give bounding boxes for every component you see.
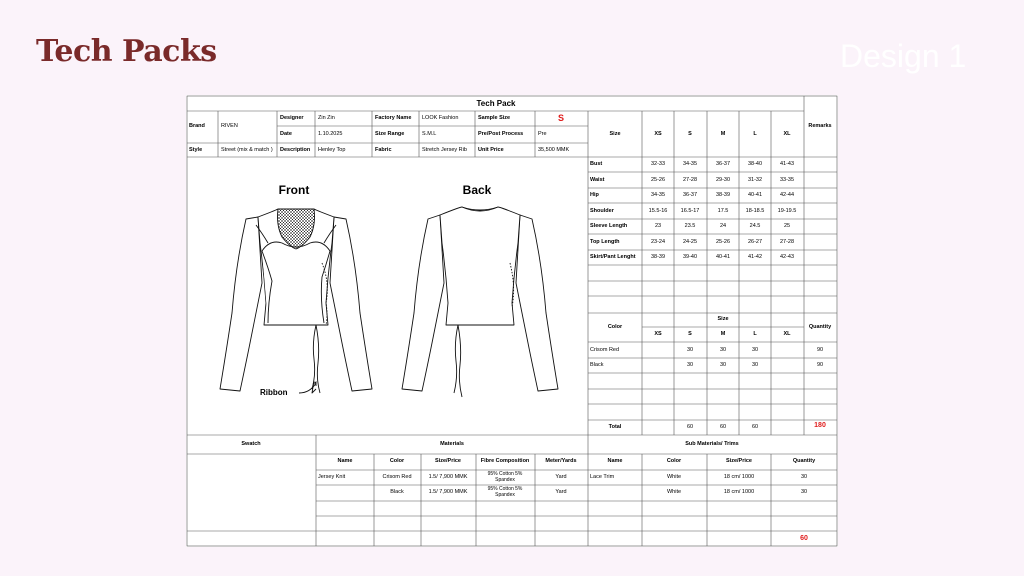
qty-cell: 30 bbox=[686, 347, 694, 353]
sample-size-label: Sample Size bbox=[478, 115, 511, 121]
materials-header: Color bbox=[389, 458, 405, 464]
size-cell: 40-41 bbox=[715, 254, 731, 260]
size-cell: 38-40 bbox=[747, 161, 763, 167]
size-cell: 36-37 bbox=[682, 192, 698, 198]
materials-title: Materials bbox=[440, 441, 464, 447]
back-top-sketch bbox=[400, 203, 560, 415]
trim-quantity: 30 bbox=[800, 489, 808, 495]
factory-label: Factory Name bbox=[375, 115, 412, 121]
size-cell: 34-35 bbox=[682, 161, 698, 167]
trim-size-price: 18 cm/ 1000 bbox=[723, 489, 755, 495]
size-chart-size-label: Size bbox=[609, 131, 621, 137]
total-label: Total bbox=[608, 424, 622, 430]
qty-size-m: M bbox=[720, 331, 726, 337]
row-label: Waist bbox=[590, 177, 605, 183]
trim-name: Lace Trim bbox=[590, 474, 615, 480]
size-cell: 23 bbox=[654, 223, 662, 229]
front-top-sketch bbox=[216, 203, 376, 415]
qty-size-xs: XS bbox=[654, 331, 662, 337]
unit-price-value: 35,500 MMK bbox=[538, 147, 570, 153]
qty-size-xl: XL bbox=[783, 331, 791, 337]
slide-title: Tech Packs bbox=[36, 34, 217, 69]
ribbon-arrow-icon bbox=[298, 381, 320, 395]
material-meter: Yard bbox=[555, 489, 567, 495]
size-cell: 31-32 bbox=[747, 177, 763, 183]
total-quantity: 180 bbox=[814, 422, 826, 429]
sub-materials-header: Quantity bbox=[792, 458, 816, 464]
back-label: Back bbox=[462, 183, 492, 197]
size-header-m: M bbox=[720, 131, 726, 137]
qty-size-l: L bbox=[753, 331, 757, 337]
size-cell: 32-33 bbox=[650, 161, 666, 167]
row-label: Skirt/Pant Lenght bbox=[590, 254, 636, 260]
qty-cell: 30 bbox=[719, 347, 727, 353]
size-range-label: Size Range bbox=[375, 131, 405, 137]
qty-row-total: 90 bbox=[816, 362, 824, 368]
size-cell: 23-24 bbox=[650, 239, 666, 245]
materials-header: Size/Price bbox=[435, 458, 461, 464]
size-cell: 24 bbox=[719, 223, 727, 229]
prepost-label: Pre/Post Process bbox=[478, 131, 524, 137]
date-value: 1.10.2025 bbox=[318, 131, 343, 137]
slide-ghost-title: Design 1 bbox=[840, 38, 967, 74]
description-value: Henley Top bbox=[318, 147, 346, 153]
qty-row-total: 90 bbox=[816, 347, 824, 353]
date-label: Date bbox=[280, 131, 292, 137]
size-header-s: S bbox=[688, 131, 692, 137]
row-label: Shoulder bbox=[590, 208, 614, 214]
swatch-label: Swatch bbox=[241, 441, 261, 447]
size-cell: 16.5-17 bbox=[680, 208, 700, 214]
total-cell: 60 bbox=[719, 424, 727, 430]
size-cell: 40-41 bbox=[747, 192, 763, 198]
trim-size-price: 18 cm/ 1000 bbox=[723, 474, 755, 480]
sub-materials-header: Name bbox=[607, 458, 623, 464]
brand-label: Brand bbox=[189, 123, 205, 129]
size-cell: 24-25 bbox=[682, 239, 698, 245]
qty-cell: 30 bbox=[751, 347, 759, 353]
material-name: Jersey Knit bbox=[318, 474, 346, 480]
fabric-value: Stretch Jersey Rib bbox=[422, 147, 467, 153]
size-cell: 25-26 bbox=[650, 177, 666, 183]
material-size-price: 1.5/ 7,900 MMK bbox=[428, 474, 468, 480]
trim-total-quantity: 60 bbox=[800, 535, 808, 542]
qty-cell: 30 bbox=[686, 362, 694, 368]
size-cell: 23.5 bbox=[684, 223, 696, 229]
sub-materials-title: Sub Materials/ Trims bbox=[685, 441, 739, 447]
materials-header: Meter/Yards bbox=[545, 458, 577, 464]
designer-label: Designer bbox=[280, 115, 304, 121]
size-cell: 38-39 bbox=[715, 192, 731, 198]
trim-color: White bbox=[666, 489, 682, 495]
qty-row-color: Black bbox=[590, 362, 604, 368]
size-cell: 15.5-16 bbox=[648, 208, 668, 214]
size-cell: 19-19.5 bbox=[777, 208, 797, 214]
description-label: Description bbox=[280, 147, 311, 153]
total-cell: 60 bbox=[686, 424, 694, 430]
fabric-label: Fabric bbox=[375, 147, 392, 153]
sample-size-value: S bbox=[557, 113, 565, 123]
ribbon-label: Ribbon bbox=[260, 388, 288, 397]
style-value: Street (mix & match ) bbox=[221, 147, 273, 153]
size-header-xs: XS bbox=[654, 131, 662, 137]
sub-materials-header: Color bbox=[666, 458, 682, 464]
sub-materials-header: Size/Price bbox=[726, 458, 752, 464]
size-cell: 38-39 bbox=[650, 254, 666, 260]
row-label: Top Length bbox=[590, 239, 620, 245]
size-cell: 18-18.5 bbox=[745, 208, 765, 214]
size-cell: 17.5 bbox=[717, 208, 729, 214]
size-cell: 27-28 bbox=[682, 177, 698, 183]
designer-value: Zin Zin bbox=[318, 115, 335, 121]
size-cell: 36-37 bbox=[715, 161, 731, 167]
qty-row-color: Crisom Red bbox=[590, 347, 620, 353]
trim-color: White bbox=[666, 474, 682, 480]
factory-value: LOOK Fashion bbox=[422, 115, 459, 121]
materials-header: Name bbox=[337, 458, 353, 464]
material-meter: Yard bbox=[555, 474, 567, 480]
qty-size-s: S bbox=[688, 331, 692, 337]
size-header-l: L bbox=[753, 131, 757, 137]
size-cell: 41-43 bbox=[779, 161, 795, 167]
tech-pack-title: Tech Pack bbox=[476, 99, 516, 108]
size-cell: 42-44 bbox=[779, 192, 795, 198]
material-fibre: 95% Cotton 5% Spandex bbox=[487, 471, 523, 483]
size-cell: 39-40 bbox=[682, 254, 698, 260]
total-cell: 60 bbox=[751, 424, 759, 430]
size-range-value: S.M.L bbox=[422, 131, 437, 137]
size-cell: 42-43 bbox=[779, 254, 795, 260]
brand-value: RIVEN bbox=[221, 123, 238, 129]
unit-price-label: Unit Price bbox=[478, 147, 504, 153]
size-cell: 33-35 bbox=[779, 177, 795, 183]
size-cell: 24.5 bbox=[749, 223, 761, 229]
size-cell: 25 bbox=[783, 223, 791, 229]
size-cell: 29-30 bbox=[715, 177, 731, 183]
qty-quantity-label: Quantity bbox=[808, 324, 832, 330]
size-cell: 41-42 bbox=[747, 254, 763, 260]
size-cell: 34-35 bbox=[650, 192, 666, 198]
remarks-label: Remarks bbox=[808, 123, 832, 129]
size-cell: 26-27 bbox=[747, 239, 763, 245]
material-color: Crisom Red bbox=[382, 474, 412, 480]
front-label: Front bbox=[278, 183, 310, 197]
qty-cell: 30 bbox=[719, 362, 727, 368]
material-size-price: 1.5/ 7,900 MMK bbox=[428, 489, 468, 495]
material-fibre: 95% Cotton 5% Spandex bbox=[487, 486, 523, 498]
qty-cell: 30 bbox=[751, 362, 759, 368]
qty-color-label: Color bbox=[607, 324, 623, 330]
material-color: Black bbox=[390, 489, 404, 495]
row-label: Hip bbox=[590, 192, 599, 198]
size-cell: 25-26 bbox=[715, 239, 731, 245]
materials-header: Fibre Composition bbox=[480, 458, 530, 464]
style-label: Style bbox=[189, 147, 203, 153]
size-header-xl: XL bbox=[783, 131, 791, 137]
tech-pack-sheet bbox=[186, 95, 838, 547]
size-cell: 27-28 bbox=[779, 239, 795, 245]
prepost-value: Pre bbox=[538, 131, 547, 137]
trim-quantity: 30 bbox=[800, 474, 808, 480]
qty-size-label: Size bbox=[717, 316, 729, 322]
row-label: Sleeve Length bbox=[590, 223, 628, 229]
row-label: Bust bbox=[590, 161, 603, 167]
